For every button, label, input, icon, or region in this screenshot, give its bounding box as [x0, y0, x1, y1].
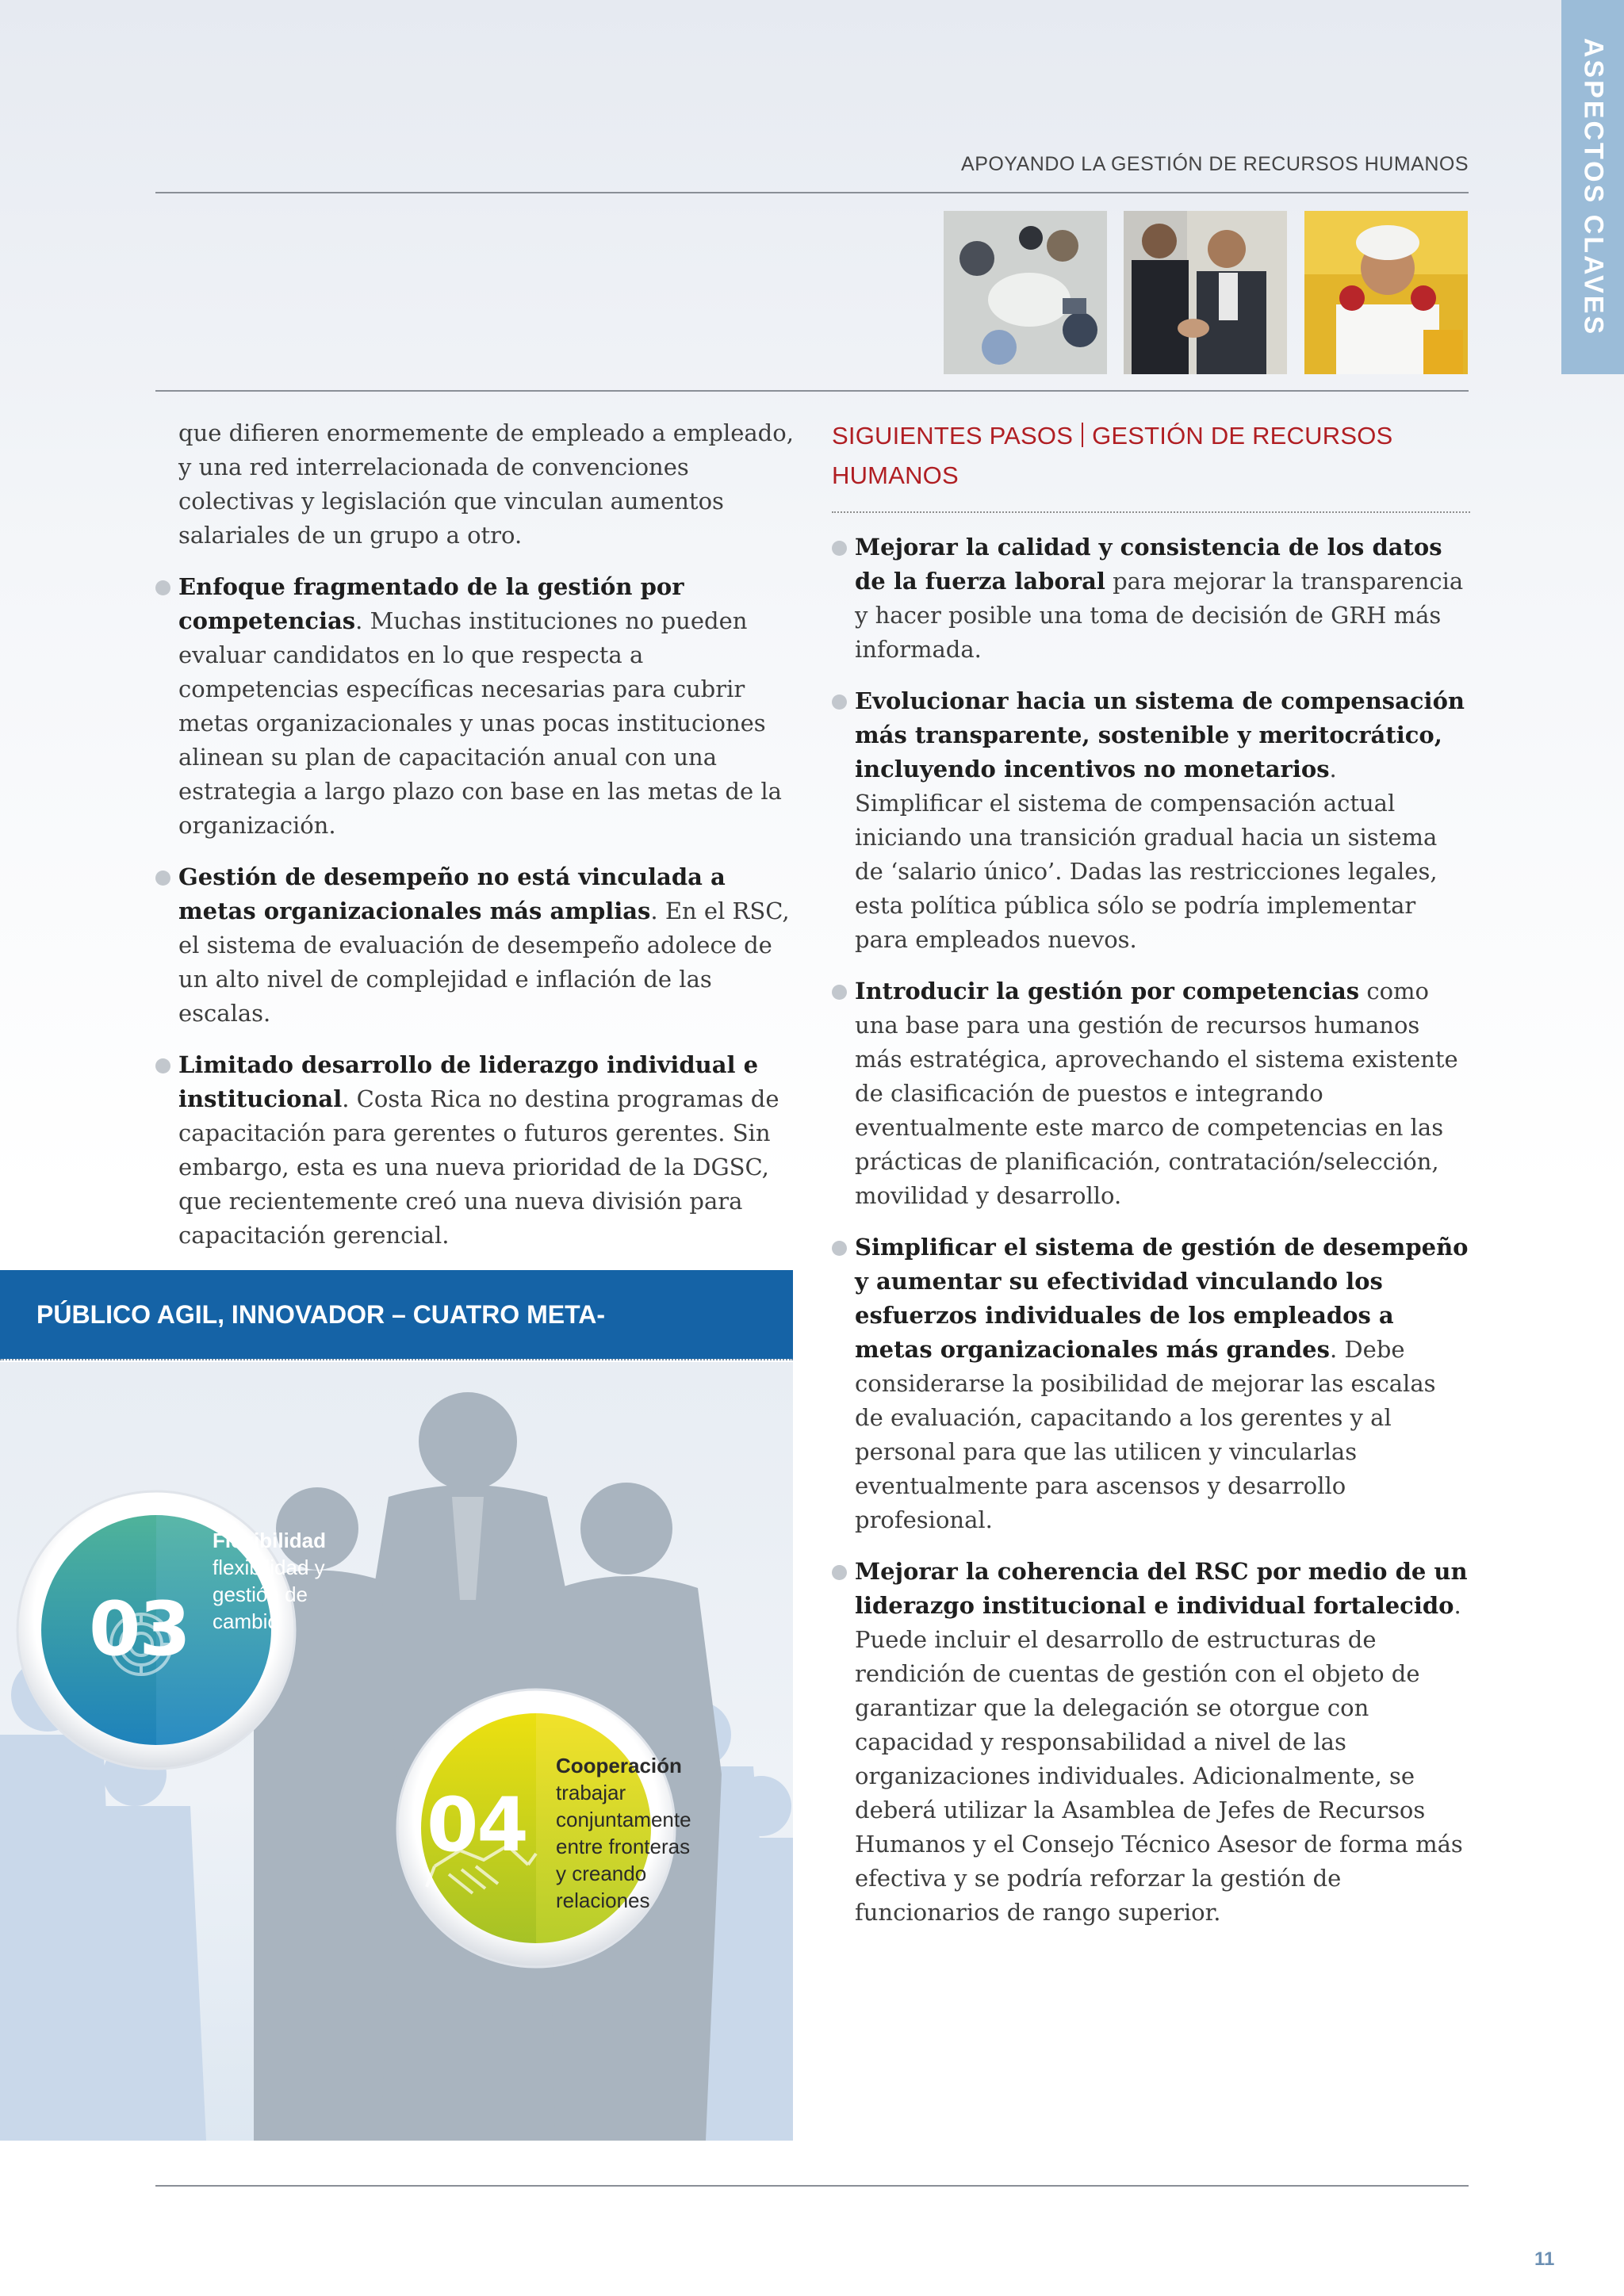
- item-heading: Gestión de desempeño no está vinculada a metas organizacionales más amplias: [178, 863, 726, 924]
- side-tab: [1561, 0, 1624, 374]
- banner-title: PÚBLICO AGIL, INNOVADOR – CUATRO META-: [36, 1300, 606, 1329]
- list-item: [832, 684, 1470, 957]
- list-item: [155, 570, 796, 843]
- competency-line: entre fronteras: [556, 1835, 691, 1858]
- side-tab-label: ASPECTOS CLAVES: [1578, 37, 1608, 337]
- competency-line: trabajar: [556, 1781, 626, 1804]
- list-item: [832, 974, 1470, 1213]
- handshake-photo: [1124, 211, 1287, 374]
- item-heading: Mejorar la coherencia del RSC por medio de un liderazgo institucional e individual fortalecido: [855, 1558, 1468, 1619]
- bullet-icon: [832, 695, 847, 710]
- bullet-icon: [155, 871, 170, 886]
- list-item: [832, 1555, 1470, 1930]
- bullet-icon: [832, 985, 847, 1000]
- next-steps-heading: [832, 416, 1470, 496]
- competency-title: Cooperación: [556, 1754, 682, 1777]
- item-heading: Evolucionar hacia un sistema de compensación más transparente, sostenible y meritocrático, incluyendo incentivos no monetarios: [855, 687, 1465, 783]
- competencies-figure: [0, 1362, 793, 2141]
- competency-number: 04: [427, 1782, 527, 1869]
- item-text: . Debe considerarse la posibilidad de mejorar las escalas de evaluación, capacitando a los gerentes y al personal para que las utilicen y vincularlas eventualmente para ascensos y desarrollo profesional.: [855, 1336, 1436, 1533]
- item-text: . Muchas instituciones no pueden evaluar candidatos en lo que respecta a competencias específicas necesarias para cubrir metas organizacionales y unas pocas instituciones alinean su plan de capacitación anual con una estrategia a largo plazo con base en las metas de la organización.: [178, 607, 782, 839]
- item-heading: Introducir la gestión por competencias: [855, 978, 1360, 1004]
- dotted-divider: [832, 496, 1470, 513]
- list-item: [832, 1230, 1470, 1537]
- photos-rule: [155, 390, 1469, 392]
- header-rule: [155, 192, 1469, 193]
- item-text: . Puede incluir el desarrollo de estructuras de rendición de cuentas de gestión con el objeto de garantizar que la delegación se otorgue con capacidad y responsabilidad a nivel de las organizaciones individuales. Adicionalmente, se deberá utilizar la Asamblea de Jefes de Recursos Humanos y el Consejo Técnico Asesor de forma más efectiva y se podría reforzar la gestión de funcionarios de rango superior.: [855, 1592, 1463, 1926]
- list-item: [155, 860, 796, 1031]
- list-item: [832, 530, 1470, 667]
- next-steps-label: SIGUIENTES PASOS: [832, 422, 1074, 450]
- competency-line: y creando: [556, 1862, 647, 1885]
- competency-line: conjuntamente: [556, 1808, 691, 1831]
- page-number: 11: [1534, 2248, 1555, 2270]
- item-text: . Costa Rica no destina programas de capacitación para gerentes o futuros gerentes. Sin embargo, esta es una nueva prioridad de la DGSC, que recientemente creó una nueva división para capacitación gerencial.: [178, 1085, 779, 1249]
- people-silhouettes: [0, 1362, 793, 2141]
- competency-line: cambio: [213, 1609, 279, 1633]
- competency-number: 03: [89, 1586, 190, 1673]
- bullet-icon: [155, 580, 170, 595]
- competencies-banner: [0, 1270, 793, 1359]
- item-heading: Enfoque fragmentado de la gestión por competencias: [178, 573, 684, 634]
- lead-paragraph: que difieren enormemente de empleado a empleado, y una red interrelacionada de convenciones colectivas y legislación que vinculan aumentos salariales de un grupo a otro.: [178, 419, 794, 549]
- item-text: para mejorar la transparencia y hacer posible una toma de decisión de GRH más informada.: [855, 568, 1464, 663]
- item-text: como una base para una gestión de recursos humanos más estratégica, aprovechando el sistema existente de clasificación de puestos e integrando eventualmente este marco de competencias en las prácticas de planificación, contratación/selección, movilidad y desarrollo.: [855, 978, 1458, 1209]
- bullet-icon: [832, 1241, 847, 1256]
- running-header: APOYANDO LA GESTIÓN DE RECURSOS HUMANOS: [961, 153, 1469, 175]
- item-text: . En el RSC, el sistema de evaluación de desempeño adolece de un alto nivel de complejidad e inflación de las escalas.: [178, 897, 790, 1027]
- bullet-icon: [832, 541, 847, 556]
- meeting-photo: [944, 211, 1107, 374]
- item-heading: Limitado desarrollo de liderazgo individual e institucional: [178, 1051, 759, 1112]
- heading-separator: [1082, 423, 1083, 447]
- hr-management-label: GESTIÓN DE RECURSOS HUMANOS: [832, 422, 1393, 489]
- competency-title: Flexibilidad: [213, 1529, 327, 1552]
- competency-line: flexibilidad y: [213, 1556, 325, 1579]
- item-heading: Simplificar el sistema de gestión de desempeño y aumentar su efectividad vinculando los esfuerzos individuales de los empleados a metas organizacionales más grandes: [855, 1234, 1469, 1363]
- competency-line: gestión de: [213, 1582, 308, 1606]
- item-heading: Mejorar la calidad y consistencia de los datos de la fuerza laboral: [855, 534, 1442, 595]
- footer-rule: [155, 2185, 1469, 2187]
- competency-label: [556, 1752, 691, 1914]
- right-column: [832, 416, 1470, 1930]
- banner-dotted-rule: [0, 1359, 793, 1360]
- bullet-icon: [155, 1058, 170, 1073]
- worker-photo: [1304, 211, 1468, 374]
- competency-label: [213, 1527, 326, 1635]
- competency-line: relaciones: [556, 1888, 650, 1912]
- list-item: [155, 1048, 796, 1253]
- bullet-icon: [832, 1565, 847, 1580]
- left-column: [155, 416, 796, 1253]
- item-text: . Simplificar el sistema de compensación actual iniciando una transición gradual hacia un sistema de ‘salario único’. Dadas las restricciones legales, esta política pública sólo se podría implementar para empleados nuevos.: [855, 756, 1438, 953]
